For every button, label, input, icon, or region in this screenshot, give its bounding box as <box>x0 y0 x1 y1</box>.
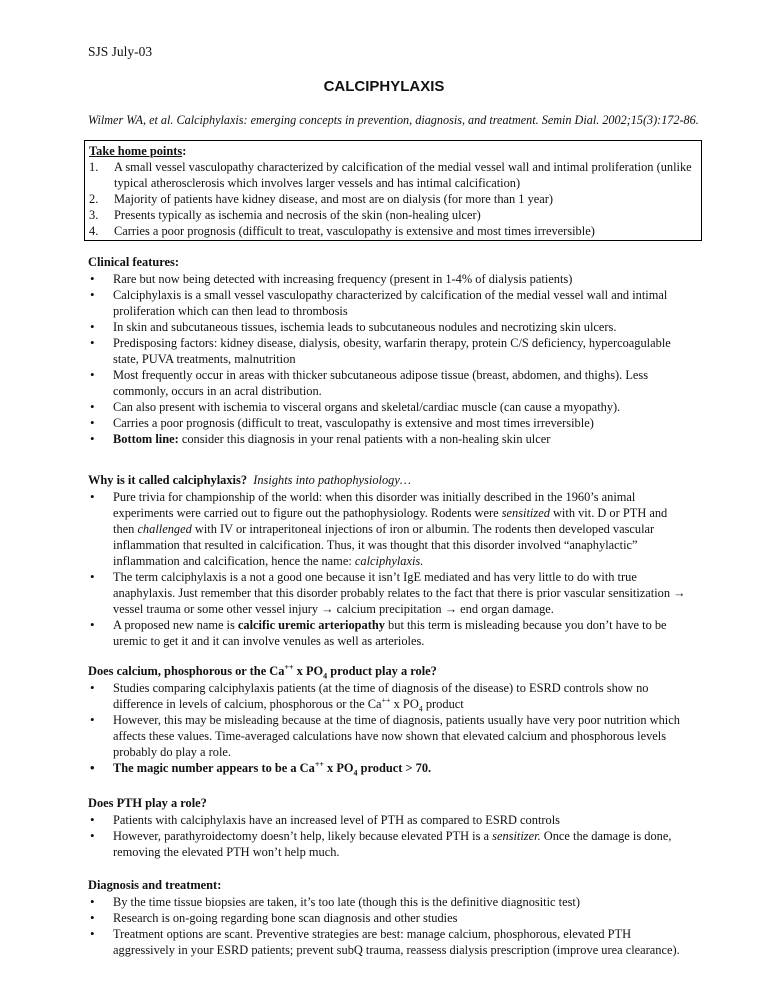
list-item: • Treatment options are scant. Preventive strategies are best: manage calcium, phosphorous, elevated PTH aggressively in your ESRD patients; prevent subQ trauma, reassess dialysis prescription (improve urea clearance). <box>88 926 688 958</box>
list-item: • Pure trivia for championship of the world: when this disorder was initially described in the 1960’s animal experiments were carried out to figure out the pathophysiology. Rodents were sensitized with vit. D or PTH and then challenged with IV or intraperitoneal injections of iron or albumin. The rodents then developed vascular inflammation that resulted in calcification. Thus, it was thought that this disorder involved “anaphylactic” inflammation and calcification, hence the name: calciphylaxis. <box>88 489 688 569</box>
list-item: • Patients with calciphylaxis have an increased level of PTH as compared to ESRD controls <box>88 812 688 828</box>
page-title: CALCIPHYLAXIS <box>323 78 445 95</box>
list-item: • Calciphylaxis is a small vessel vasculopathy characterized by calcification of the medial vessel wall and intimal proliferation which can then lead to thrombosis <box>88 287 688 319</box>
section-heading: Why is it called calciphylaxis? Insights into pathophysiology… <box>88 473 411 487</box>
section-heading: Does calcium, phosphorous or the Ca++ x $PO_4$ product play a role? <box>88 662 437 681</box>
list-item: • Most frequently occur in areas with thicker subcutaneous adipose tissue (breast, abdomen, and thighs). Less commonly, occurs in an acral distribution. <box>88 367 688 399</box>
take-home-box <box>84 140 702 241</box>
diagnosis-section <box>88 877 688 958</box>
list-item: • By the time tissue biopsies are taken, it’s too late (though this is the definitive diagnositic test) <box>88 894 688 910</box>
clinical-features-section <box>88 254 688 447</box>
list-item: • However, this may be misleading because at the time of diagnosis, patients usually have very poor nutrition which affects these values. Time-averaged calculations have now shown that elevated calcium and phosphorous levels probably do play a role. <box>88 712 688 760</box>
take-home-item: 2. Majority of patients have kidney disease, and most are on dialysis (for more than 1 year) <box>89 192 554 206</box>
list-item: • Carries a poor prognosis (difficult to treat, vasculopathy is extensive and most times irreversible) <box>88 415 688 431</box>
citation: Wilmer WA, et al. Calciphylaxis: emerging concepts in prevention, diagnosis, and treatment. Semin Dial. 2002;15(3):172-86. <box>88 113 699 127</box>
section-heading: Does PTH play a role? <box>88 796 207 810</box>
take-home-item: 1. A small vessel vasculopathy characterized by calcification of the medial vessel wall and intimal proliferation (unlike typical atherosclerosis which involves larger vessels and has intimal calcification) <box>89 160 692 190</box>
list-item: • Rare but now being detected with increasing frequency (present in 1-4% of dialysis patients) <box>88 271 688 287</box>
list-item: • The magic number appears to be a Ca++ x $PO_4$ product > 70. <box>88 760 688 776</box>
calcium-section <box>88 663 688 776</box>
list-item: • Bottom line: consider this diagnosis in your renal patients with a non-healing skin ulcer <box>88 431 688 447</box>
list-item: • Predisposing factors: kidney disease, dialysis, obesity, warfarin therapy, protein C/S deficiency, hypercoagulable state, PUVA treatments, malnutrition <box>88 335 688 367</box>
list-item: • Research is on-going regarding bone scan diagnosis and other studies <box>88 910 688 926</box>
document-header-id: SJS July-03 <box>88 44 153 59</box>
list-item: • Studies comparing calciphylaxis patients (at the time of diagnosis of the disease) to ESRD controls show no difference in levels of calcium, phosphorous or the Ca++ x $PO_4$ product <box>88 680 688 712</box>
take-home-item: 3. Presents typically as ischemia and necrosis of the skin (non-healing ulcer) <box>89 208 481 222</box>
pth-section <box>88 795 688 860</box>
take-home-item: 4. Carries a poor prognosis (difficult to treat, vasculopathy is extensive and most times irreversible) <box>89 224 595 238</box>
list-item: • The term calciphylaxis is a not a good one because it isn’t IgE mediated and has very little to do with true anaphylaxis. Just remember that this disorder probably relates to the fact that there is prior vascular sensitization → vessel trauma or some other vessel injury → calcium precipitation → end organ damage. <box>88 569 688 617</box>
take-home-heading: Take home points: <box>89 144 187 158</box>
why-section <box>88 472 688 649</box>
list-item: • A proposed new name is calcific uremic arteriopathy but this term is misleading because you don’t have to be uremic to get it and it can involve venules as well as arterioles. <box>88 617 688 649</box>
section-heading: Clinical features: <box>88 255 179 269</box>
list-item: • In skin and subcutaneous tissues, ischemia leads to subcutaneous nodules and necrotizing skin ulcers. <box>88 319 688 335</box>
section-heading: Diagnosis and treatment: <box>88 878 222 892</box>
list-item: • However, parathyroidectomy doesn’t help, likely because elevated PTH is a sensitizer. Once the damage is done, removing the elevated PTH won’t help much. <box>88 828 688 860</box>
take-home-list <box>89 159 697 239</box>
list-item: • Can also present with ischemia to visceral organs and skeletal/cardiac muscle (can cause a myopathy). <box>88 399 688 415</box>
